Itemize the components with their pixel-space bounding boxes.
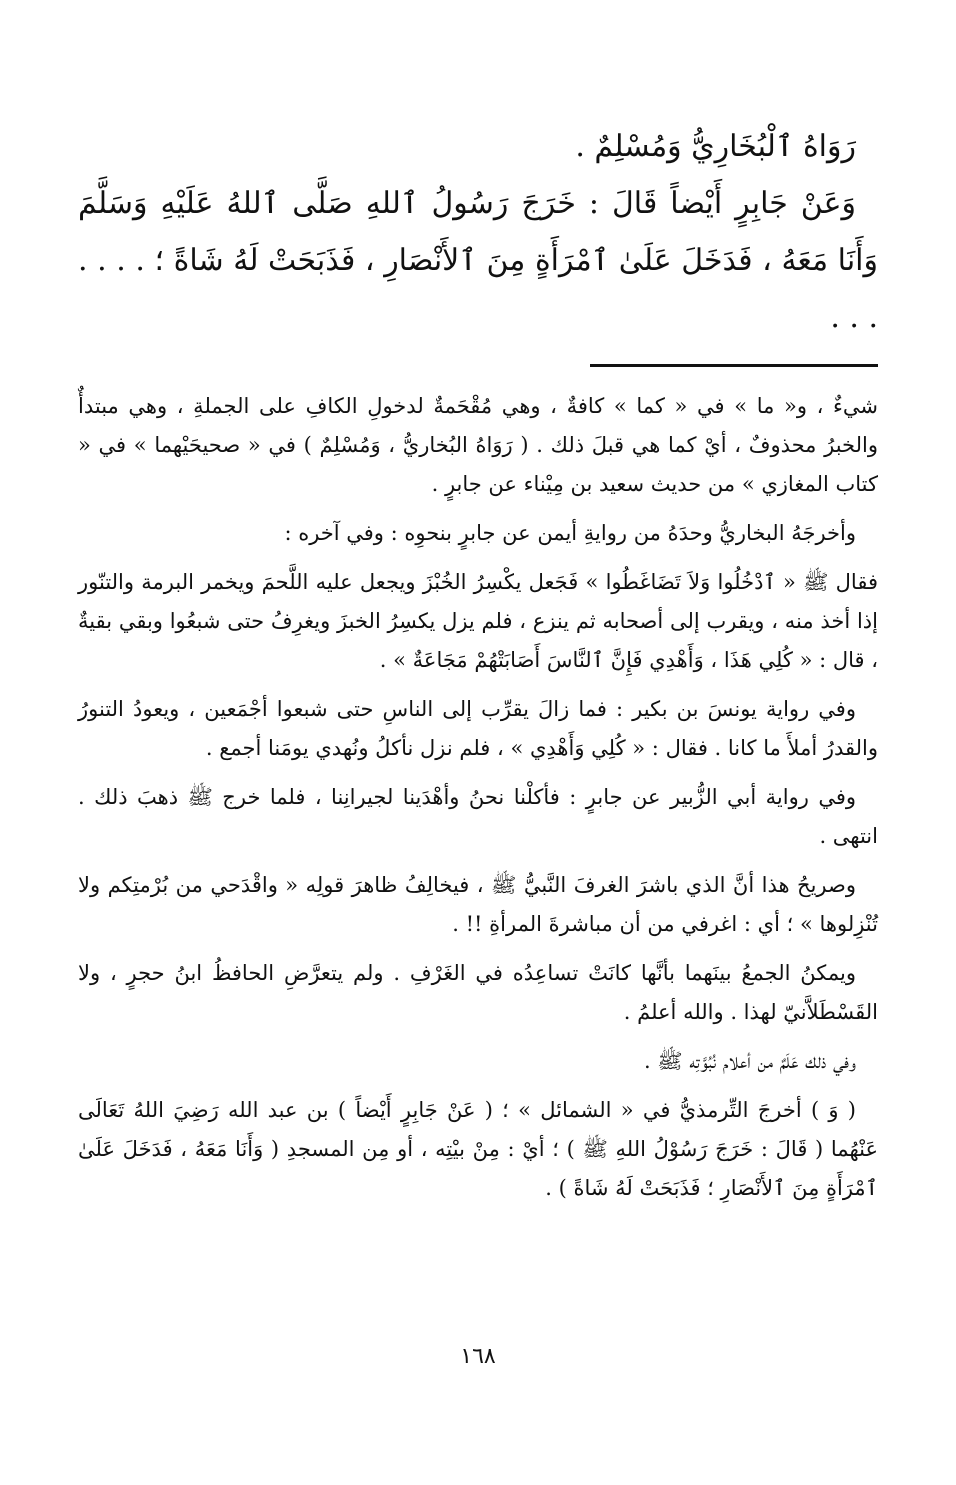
commentary — [78, 387, 878, 1208]
note-paragraph: وفي رواية أبي الزُّبير عن جابرٍ : فأكلْنا نحنُ وأهْدَينا لجيرانِنا ، فلما خرج ﷺ ذهبَ ذلك . انتهى . — [78, 785, 878, 848]
note-paragraph: ( وَ ) أخرجَ التِّرمذيُّ في « الشمائل » ؛ ( عَنْ جَابِرٍ أَيْضاً ) بن عبد الله رَضِيَ اللهُ تَعَالَى عَنْهُما ( قَالَ : خَرَجَ رَسُوْلُ اللهِ ﷺ ) ؛ أيْ : مِنْ بيْتِه ، أو مِن المسجدِ ( وَأَنَا مَعَهُ ، فَدَخَلَ عَلَىٰ ٱمْرَأَةٍ مِنَ ٱلأَنْصَارِ ؛ فَذَبَحَتْ لَهُ شَاةً ) . — [78, 1098, 878, 1200]
separator-rule — [590, 364, 878, 367]
note-paragraph: وفي رواية يونسَ بن بكير : فما زالَ يقرِّب إلى الناسِ حتى شبعوا أجْمَعين ، ويعودُ التنورُ والقدرُ أملأَ ما كانا . فقال : « كُلِي وَأَهْدِي » ، فلم نزل نأكلُ ونُهدي يومَنا أجمع . — [78, 697, 878, 760]
main-hadith: وَعَنْ جَابِرٍ أَيْضاً قَالَ : خَرَجَ رَسُولُ ٱللهِ صَلَّى ٱللهُ عَلَيْهِ وَسَلَّمَ وَأَنَا مَعَهُ ، فَدَخَلَ عَلَىٰ ٱمْرَأَةٍ مِنَ ٱلأَنْصَارِ ، فَذَبَحَتْ لَهُ شَاةً ؛ . . . . . . . — [78, 186, 878, 335]
note-paragraph: وأخرجَهُ البخاريُّ وحدَهُ من روايةِ أيمن عن جابرٍ بنحوِه : وفي آخره : — [284, 521, 856, 545]
main-text — [78, 118, 878, 346]
note-paragraph: فقال ﷺ « ٱدْخُلُوا وَلاَ تَضَاغَطُوا » فَجَعل يكْسِرُ الخُبْزَ ويجعل عليه اللَّحمَ ويخمر البرمة والتنّور إذا أخذ منه ، ويقرب إلى أصحابه ثم ينزع ، فلم يزل يكسِرُ الخبزَ ويغرِفُ حتى شبعُوا وبقي بقيةٌ ، قال : « كُلِي هَذَا ، وَأَهْدِي فَإِنَّ ٱلنَّاسَ أَصَابَتْهُمْ مَجَاعَةٌ » . — [78, 570, 878, 672]
note-paragraph: وصريحُ هذا أنَّ الذي باشرَ الغرفَ النَّبيُّ ﷺ ، فيخالِفُ ظاهرَ قولِه « واقْدَحي من بُرْمتِكم ولا تُنْزِلوها » ؛ أي : اغرفي من أن مباشرةَ المرأةِ !! . — [78, 873, 878, 936]
page-body — [78, 118, 878, 1218]
main-line-1: رَوَاهُ ٱلْبُخَارِيُّ وَمُسْلِمٌ . — [575, 129, 856, 164]
note-paragraph: وفي ذلك عَلَمٌ من أعلام نُبُوَّتِه ﷺ . — [643, 1049, 856, 1073]
note-paragraph: شيءٌ ، و« ما » في « كما » كافةٌ ، وهي مُقْحَمةٌ لدخولِ الكافِ على الجملةِ ، وهي مبتدأٌ والخبرُ محذوفٌ ، أيْ كما هي قبلَ ذلك . ( رَوَاهُ البُخاريُّ ، وَمُسْلِمٌ ) في « صحيحَيْهما » في « كتاب المغازي » من حديث سعيد بن مِيْناء عن جابرٍ . — [78, 394, 878, 496]
note-paragraph: ويمكنُ الجمعُ بينَهما بأنَّها كانَتْ تساعِدُه في الغَرْفِ . ولم يتعرَّضِ الحافظُ ابنُ حجرٍ ، ولا القَسْطَلاَّنيّ لهذا . والله أعلمُ . — [78, 961, 878, 1024]
page-number: ١٦٨ — [460, 1344, 496, 1369]
